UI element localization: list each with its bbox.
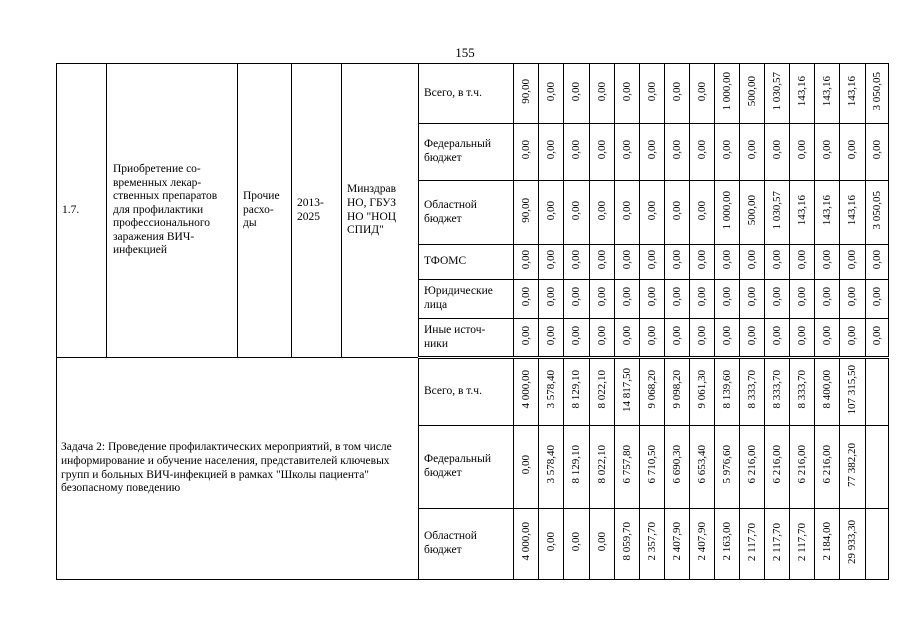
value-text: 143,16 [846, 76, 858, 107]
value-text: 500,00 [745, 195, 758, 226]
value-cell [665, 358, 690, 426]
value-cell [765, 181, 790, 245]
value-cell [790, 181, 815, 245]
value-text: 3 050,05 [870, 71, 883, 111]
value-cell [590, 358, 615, 426]
budget-table [56, 63, 889, 580]
value-cell [640, 426, 665, 509]
value-text: 0,00 [519, 140, 532, 160]
value-cell [590, 509, 615, 580]
value-cell [765, 358, 790, 426]
value-cell [514, 64, 539, 124]
value-cell [615, 245, 640, 280]
value-cell [564, 280, 590, 319]
value-cell [866, 124, 889, 181]
value-cell [815, 319, 840, 358]
value-cell [564, 64, 590, 124]
value-text: 4 000,00 [519, 370, 532, 409]
value-cell [539, 245, 564, 280]
value-cell [840, 319, 866, 358]
value-cell [740, 426, 765, 509]
value-text: 0,00 [620, 81, 633, 101]
funding-source-label: Всего, в т.ч. [419, 358, 514, 426]
value-text: 2 407,90 [670, 522, 683, 561]
value-cell [590, 124, 615, 181]
value-text: 0,00 [670, 325, 683, 345]
value-text: 8 333,70 [795, 370, 808, 409]
empty-cell [866, 426, 889, 509]
value-cell [539, 509, 564, 580]
value-text: 0,00 [846, 250, 858, 270]
value-text: 0,00 [695, 250, 708, 270]
value-cell [866, 280, 889, 319]
value-cell [866, 64, 889, 124]
value-text: 0,00 [820, 325, 833, 345]
value-text: 0,00 [846, 287, 858, 307]
value-text: 0,00 [820, 140, 833, 160]
value-text: 2 357,70 [645, 522, 658, 561]
value-cell [615, 319, 640, 358]
value-text: 3 578,40 [544, 370, 557, 409]
value-text: 0,00 [570, 250, 582, 270]
value-cell [815, 358, 840, 426]
value-text: 0,00 [795, 287, 808, 307]
value-cell [564, 124, 590, 181]
value-text: 2 117,70 [770, 522, 783, 561]
value-text: 1 030,57 [770, 190, 783, 230]
value-cell [715, 509, 740, 580]
value-text: 0,00 [595, 81, 608, 101]
funding-source-label: Федеральный бюджет [419, 426, 514, 509]
value-cell [840, 245, 866, 280]
measure-code: 1.7. [57, 64, 107, 358]
task-section [57, 358, 889, 580]
funding-source-label: Федеральный бюджет [419, 124, 514, 181]
value-text: 0,00 [745, 140, 758, 160]
value-cell [640, 358, 665, 426]
value-text: 0,00 [519, 287, 532, 307]
value-cell [715, 280, 740, 319]
funding-source-label: Иные источ-ники [419, 319, 514, 358]
value-text: 0,00 [519, 325, 532, 345]
value-cell [765, 319, 790, 358]
value-text: 8 400,00 [820, 370, 833, 409]
value-cell [665, 280, 690, 319]
value-cell [765, 280, 790, 319]
value-cell [539, 124, 564, 181]
value-text: 6 653,40 [695, 445, 708, 484]
value-text: 9 061,30 [695, 370, 708, 409]
value-text: 0,00 [846, 140, 858, 160]
value-cell [640, 509, 665, 580]
value-text: 0,00 [870, 250, 883, 270]
value-cell [840, 358, 866, 426]
value-text: 0,00 [695, 140, 708, 160]
value-cell [590, 64, 615, 124]
value-cell [815, 280, 840, 319]
value-text: 90,00 [519, 78, 532, 104]
value-cell [715, 319, 740, 358]
value-text: 0,00 [620, 250, 633, 270]
value-text: 0,00 [570, 325, 582, 345]
value-cell [590, 245, 615, 280]
value-text: 0,00 [795, 140, 808, 160]
value-text: 8 333,70 [770, 370, 783, 409]
value-text: 90,00 [519, 197, 532, 223]
value-cell [514, 426, 539, 509]
value-text: 8 129,10 [570, 445, 582, 484]
value-cell [640, 64, 665, 124]
value-cell [790, 124, 815, 181]
empty-cell [866, 509, 889, 580]
value-cell [840, 280, 866, 319]
value-text: 0,00 [720, 287, 733, 307]
value-text: 8 333,70 [745, 370, 758, 409]
value-text: 500,00 [745, 76, 758, 107]
value-text: 0,00 [870, 287, 883, 307]
value-cell [715, 245, 740, 280]
value-text: 143,16 [846, 195, 858, 226]
value-text: 0,00 [670, 250, 683, 270]
funding-source-label: Областной бюджет [419, 181, 514, 245]
value-text: 143,16 [820, 195, 833, 226]
value-text: 143,16 [820, 76, 833, 107]
value-text: 0,00 [795, 325, 808, 345]
value-cell [715, 64, 740, 124]
funding-source-label: ТФОМС [419, 245, 514, 280]
value-cell [740, 358, 765, 426]
value-cell [615, 280, 640, 319]
value-cell [665, 319, 690, 358]
value-text: 0,00 [645, 287, 658, 307]
value-text: 0,00 [544, 140, 557, 160]
value-cell [790, 245, 815, 280]
value-text: 0,00 [770, 325, 783, 345]
value-text: 8 139,60 [720, 370, 733, 409]
value-text: 8 129,10 [570, 370, 582, 409]
value-cell [665, 509, 690, 580]
value-cell [740, 181, 765, 245]
value-text: 0,00 [670, 200, 683, 220]
value-text: 0,00 [519, 455, 532, 475]
value-text: 0,00 [620, 200, 633, 220]
value-text: 6 710,50 [645, 445, 658, 484]
executor: Минздрав НО, ГБУЗ НО "НОЦ СПИД" [342, 64, 419, 358]
value-text: 8 059,70 [620, 522, 633, 561]
value-cell [715, 358, 740, 426]
value-cell [790, 280, 815, 319]
measure-name: Приобретение со-временных лекар-ственных препаратов для профилактики профессионального заражения ВИЧ-инфекцией [107, 64, 238, 358]
value-cell [790, 64, 815, 124]
value-text: 0,00 [720, 140, 733, 160]
value-text: 0,00 [770, 287, 783, 307]
value-text: 0,00 [870, 325, 883, 345]
value-text: 2 117,70 [745, 522, 758, 561]
value-text: 0,00 [745, 287, 758, 307]
value-cell [740, 64, 765, 124]
value-cell [740, 319, 765, 358]
value-text: 0,00 [544, 532, 557, 552]
value-cell [514, 280, 539, 319]
value-cell [590, 181, 615, 245]
value-text: 0,00 [544, 325, 557, 345]
value-cell [815, 426, 840, 509]
value-cell [590, 280, 615, 319]
value-text: 0,00 [570, 287, 582, 307]
value-text: 0,00 [620, 325, 633, 345]
value-cell [514, 319, 539, 358]
value-cell [564, 245, 590, 280]
value-cell [665, 426, 690, 509]
value-cell [740, 280, 765, 319]
value-cell [790, 426, 815, 509]
funding-source-label: Областной бюджет [419, 509, 514, 580]
value-text: 6 757,80 [620, 445, 633, 484]
value-cell [815, 509, 840, 580]
value-cell [640, 319, 665, 358]
value-cell [590, 426, 615, 509]
value-text: 5 976,60 [720, 445, 733, 484]
value-cell [866, 245, 889, 280]
value-cell [715, 124, 740, 181]
value-cell [539, 280, 564, 319]
value-text: 0,00 [670, 140, 683, 160]
value-text: 0,00 [595, 200, 608, 220]
empty-cell [866, 358, 889, 426]
value-cell [564, 358, 590, 426]
funding-source-label: Всего, в т.ч. [419, 64, 514, 124]
value-text: 2 163,00 [720, 522, 733, 561]
value-cell [564, 319, 590, 358]
value-cell [765, 245, 790, 280]
value-cell [665, 64, 690, 124]
value-cell [690, 319, 715, 358]
value-cell [615, 181, 640, 245]
value-text: 143,16 [795, 76, 808, 107]
value-text: 0,00 [645, 200, 658, 220]
value-cell [539, 358, 564, 426]
measure-section [57, 64, 889, 358]
value-cell [840, 124, 866, 181]
value-cell [564, 509, 590, 580]
value-text: 0,00 [695, 325, 708, 345]
value-text: 1 030,57 [770, 71, 783, 111]
value-cell [690, 245, 715, 280]
value-cell [790, 358, 815, 426]
value-cell [740, 124, 765, 181]
value-cell [690, 509, 715, 580]
value-cell [840, 181, 866, 245]
value-cell [840, 509, 866, 580]
value-text: 107 315,50 [846, 364, 858, 415]
value-cell [564, 181, 590, 245]
value-text: 29 933,30 [846, 519, 858, 564]
value-text: 1 000,00 [720, 71, 733, 111]
page-number: 155 [455, 45, 475, 60]
value-cell [615, 509, 640, 580]
value-text: 9 098,20 [670, 370, 683, 409]
value-cell [690, 280, 715, 319]
value-text: 6 216,00 [745, 445, 758, 484]
value-cell [866, 181, 889, 245]
value-cell [840, 426, 866, 509]
value-cell [615, 124, 640, 181]
value-text: 2 184,00 [820, 522, 833, 561]
value-text: 0,00 [870, 140, 883, 160]
value-text: 0,00 [595, 325, 608, 345]
value-cell [715, 181, 740, 245]
value-text: 3 578,40 [544, 445, 557, 484]
value-cell [514, 124, 539, 181]
value-text: 6 216,00 [770, 445, 783, 484]
value-text: 6 216,00 [795, 445, 808, 484]
value-text: 8 022,10 [595, 445, 608, 484]
value-text: 77 382,20 [846, 442, 858, 487]
value-text: 0,00 [720, 250, 733, 270]
value-text: 0,00 [595, 250, 608, 270]
value-cell [665, 181, 690, 245]
value-text: 0,00 [570, 200, 582, 220]
value-text: 9 068,20 [645, 370, 658, 409]
value-cell [765, 509, 790, 580]
value-cell [665, 245, 690, 280]
value-cell [815, 64, 840, 124]
value-text: 0,00 [595, 287, 608, 307]
value-cell [790, 319, 815, 358]
value-cell [765, 124, 790, 181]
value-text: 0,00 [695, 81, 708, 101]
value-text: 0,00 [544, 81, 557, 101]
value-text: 0,00 [770, 250, 783, 270]
value-text: 0,00 [595, 140, 608, 160]
value-text: 2 407,90 [695, 522, 708, 561]
value-text: 0,00 [770, 140, 783, 160]
value-cell [815, 245, 840, 280]
value-cell [514, 181, 539, 245]
value-text: 14 817,50 [620, 367, 633, 412]
value-text: 0,00 [670, 287, 683, 307]
period: 2013-2025 [292, 64, 342, 358]
value-cell [539, 319, 564, 358]
value-cell [815, 124, 840, 181]
value-text: 1 000,00 [720, 190, 733, 230]
value-text: 0,00 [720, 325, 733, 345]
task-title: Задача 2: Проведение профилактических мероприятий, в том числе информирование и обучение населения, представителей ключевых групп и больных ВИЧ-инфекцией в рамках "Школы пациента" безопасному поведению [57, 358, 419, 580]
value-cell [790, 509, 815, 580]
value-cell [615, 64, 640, 124]
value-text: 0,00 [645, 81, 658, 101]
value-text: 0,00 [645, 250, 658, 270]
value-text: 2 117,70 [795, 522, 808, 561]
value-cell [640, 181, 665, 245]
value-text: 0,00 [645, 325, 658, 345]
value-text: 0,00 [695, 200, 708, 220]
value-text: 0,00 [519, 250, 532, 270]
value-cell [840, 64, 866, 124]
value-cell [740, 245, 765, 280]
value-text: 0,00 [820, 287, 833, 307]
value-text: 0,00 [670, 81, 683, 101]
value-text: 0,00 [745, 250, 758, 270]
value-text: 6 216,00 [820, 445, 833, 484]
value-cell [765, 64, 790, 124]
value-cell [690, 426, 715, 509]
value-text: 0,00 [645, 140, 658, 160]
value-cell [539, 64, 564, 124]
value-cell [640, 245, 665, 280]
value-cell [615, 426, 640, 509]
value-cell [615, 358, 640, 426]
value-cell [690, 124, 715, 181]
value-cell [690, 64, 715, 124]
value-text: 0,00 [544, 287, 557, 307]
value-text: 0,00 [570, 81, 582, 101]
value-cell [740, 509, 765, 580]
funding-source-label: Юридические лица [419, 280, 514, 319]
value-text: 3 050,05 [870, 190, 883, 230]
value-cell [815, 181, 840, 245]
value-cell [640, 280, 665, 319]
value-cell [665, 124, 690, 181]
task-row [57, 358, 889, 426]
value-text: 0,00 [544, 200, 557, 220]
value-cell [866, 319, 889, 358]
value-cell [514, 509, 539, 580]
value-cell [564, 426, 590, 509]
value-text: 0,00 [570, 532, 582, 552]
value-cell [590, 319, 615, 358]
value-text: 0,00 [695, 287, 708, 307]
value-text: 0,00 [620, 287, 633, 307]
value-text: 0,00 [820, 250, 833, 270]
value-text: 0,00 [620, 140, 633, 160]
measure-row [57, 64, 889, 124]
value-cell [690, 358, 715, 426]
value-text: 6 690,30 [670, 445, 683, 484]
value-cell [640, 124, 665, 181]
value-cell [690, 181, 715, 245]
value-cell [715, 426, 740, 509]
value-text: 8 022,10 [595, 370, 608, 409]
value-cell [514, 358, 539, 426]
value-cell [539, 426, 564, 509]
value-cell [514, 245, 539, 280]
value-text: 0,00 [745, 325, 758, 345]
value-text: 0,00 [795, 250, 808, 270]
expense-type: Прочие расхо-ды [238, 64, 292, 358]
value-text: 0,00 [595, 532, 608, 552]
value-text: 0,00 [570, 140, 582, 160]
value-cell [765, 426, 790, 509]
value-text: 0,00 [544, 250, 557, 270]
value-text: 143,16 [795, 195, 808, 226]
value-text: 4 000,00 [519, 522, 532, 561]
value-cell [539, 181, 564, 245]
value-text: 0,00 [846, 325, 858, 345]
